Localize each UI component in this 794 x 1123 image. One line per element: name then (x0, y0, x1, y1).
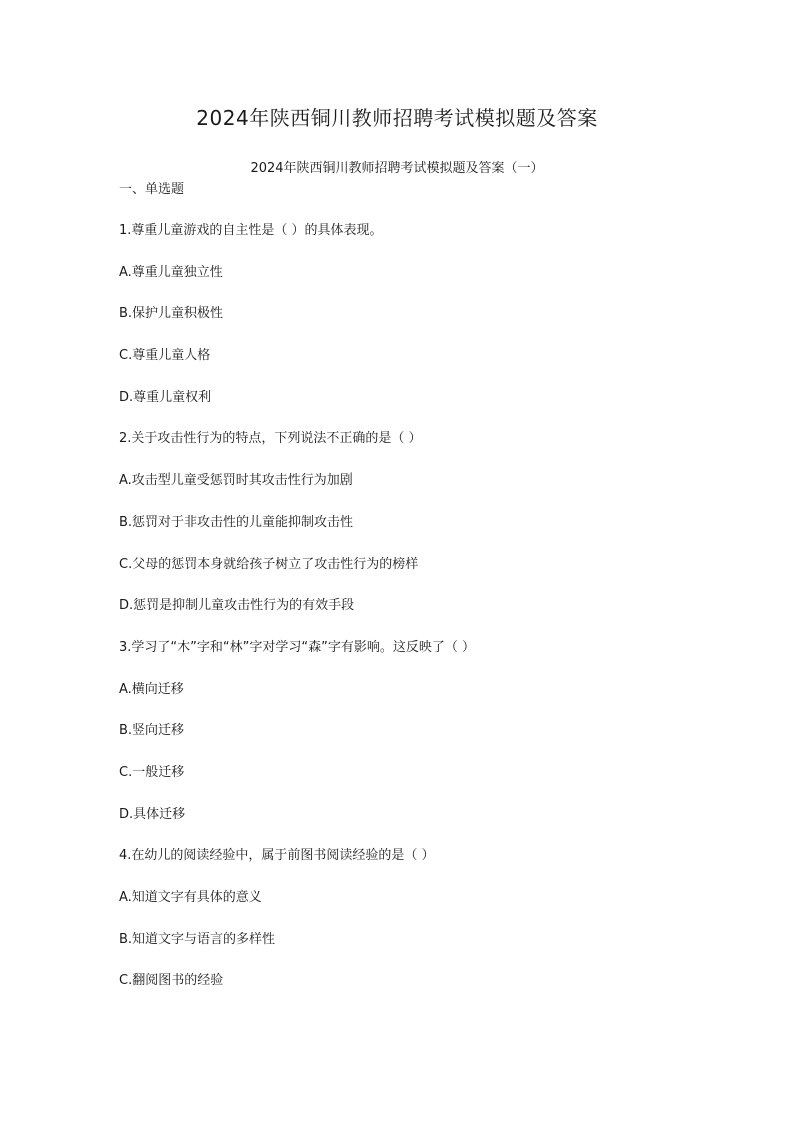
answer-option: A.攻击型儿童受惩罚时其攻击性行为加剧 (119, 473, 353, 489)
section-heading: 一、单选题 (119, 182, 185, 197)
question-stem: 3.学习了“木”字和“林”字对学习“森”字有影响。这反映了（ ） (119, 639, 475, 655)
answer-option: A.知道文字有具体的意义 (119, 890, 262, 905)
answer-option: B.惩罚对于非攻击性的儿童能抑制攻击性 (119, 514, 354, 530)
answer-option: B.竖向迁移 (119, 723, 185, 739)
answer-option: D.具体迁移 (119, 806, 186, 822)
answer-option: C.尊重儿童人格 (119, 348, 211, 364)
answer-option: B.知道文字与语言的多样性 (119, 931, 276, 947)
answer-option: C.一般迁移 (119, 764, 185, 780)
answer-option: A.横向迁移 (119, 681, 184, 697)
question-stem: 1.尊重儿童游戏的自主性是（ ）的具体表现。 (119, 223, 383, 238)
document-title: 2024年陕西铜川教师招聘考试模拟题及答案 (196, 106, 598, 130)
question-list (119, 222, 719, 1014)
question-stem: 4.在幼儿的阅读经验中，属于前图书阅读经验的是（ ） (119, 848, 435, 864)
document-subtitle: 2024年陕西铜川教师招聘考试模拟题及答案（一） (250, 161, 544, 176)
answer-option: D.惩罚是抑制儿童攻击性行为的有效手段 (119, 598, 355, 614)
answer-option: C.翻阅图书的经验 (119, 973, 224, 989)
answer-option: A.尊重儿童独立性 (119, 264, 223, 280)
question-stem: 2.关于攻击性行为的特点，下列说法不正确的是（ ） (119, 431, 422, 447)
answer-option: B.保护儿童积极性 (119, 306, 224, 322)
answer-option: D.尊重儿童权利 (119, 389, 212, 405)
answer-option: C.父母的惩罚本身就给孩子树立了攻击性行为的榜样 (119, 556, 419, 572)
